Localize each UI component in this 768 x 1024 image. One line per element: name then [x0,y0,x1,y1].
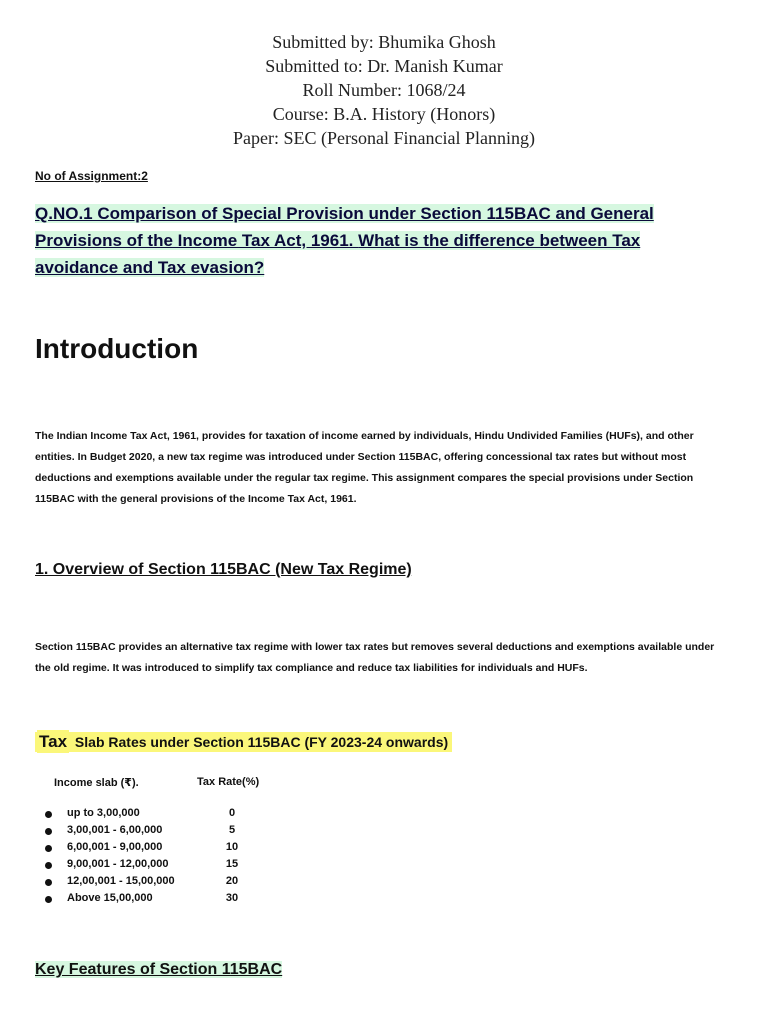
list-item [45,891,305,908]
income-range: 9,00,001 - 12,00,000 [67,858,169,870]
income-range: 6,00,001 - 9,00,000 [67,841,163,853]
bullet-icon [45,811,52,818]
question-heading [35,200,725,281]
paper: Paper: SEC (Personal Financial Planning) [233,128,535,148]
course: Course: B.A. History (Honors) [272,104,496,124]
tax-rate: 0 [228,807,236,819]
section-2-heading [35,961,282,979]
submitted-by: Submitted by: Bhumika Ghosh [272,32,496,52]
roll-number: Roll Number: 1068/24 [302,80,466,100]
bullet-icon [45,879,52,886]
income-range: up to 3,00,000 [67,807,140,819]
list-item [45,823,305,840]
tax-rate-column-header: Tax Rate(%) [197,776,260,788]
tax-rate: 15 [225,858,239,870]
list-item [45,857,305,874]
list-item [45,806,305,823]
tax-rate: 30 [225,892,239,904]
question-part-2: What is the difference between Tax avoidance and Tax evasion? [35,231,641,277]
section-2-heading-text: Key Features of Section 115BAC [35,961,283,978]
list-item [45,874,305,891]
question-part-1: Q.NO.1 Comparison of Special Provision under Section 115BAC and General Provisions of the Income Tax Act, 1961. [35,204,654,250]
tax-word: Tax [39,732,68,751]
income-range: 12,00,001 - 15,00,000 [67,875,175,887]
income-range: Above 15,00,000 [67,892,153,904]
section-1-paragraph: Section 115BAC provides an alternative tax regime with lower tax rates but removes several deductions and exemptions available under the old regime. It was introduced to simplify tax compliance and reduce tax liabilities for individuals and HUFs. [35,641,715,674]
income-slab-column-header: Income slab (₹). [54,777,139,789]
assignment-number: No of Assignment:2 [35,169,148,183]
introduction-paragraph: The Indian Income Tax Act, 1961, provides for taxation of income earned by individuals, Hindu Undivided Families (HUFs), and other entities. In Budget 2020, a new tax regime was introduced under Section 115BAC, offering concessional tax rates but without most deductions and exemptions available under the regular tax regime. This assignment compares the special provisions under Section 115BAC with the general provisions of the Income Tax Act, 1961. [35,430,694,505]
tax-rate: 10 [225,841,239,853]
tax-slab-heading-rest: Slab Rates under Section 115BAC (FY 2023-24 onwards) [71,734,449,750]
tax-rate: 20 [225,875,239,887]
tax-rate: 5 [228,824,236,836]
bullet-icon [45,828,52,835]
submitted-to: Submitted to: Dr. Manish Kumar [265,56,503,76]
tax-slab-heading [35,732,452,752]
bullet-icon [45,845,52,852]
income-range: 3,00,001 - 6,00,000 [67,824,163,836]
list-item [45,840,305,857]
bullet-icon [45,896,52,903]
bullet-icon [45,862,52,869]
section-1-heading: 1. Overview of Section 115BAC (New Tax Regime) [35,561,412,578]
tax-slab-list [45,806,305,908]
submission-header [0,30,768,150]
introduction-heading: Introduction [35,333,199,364]
